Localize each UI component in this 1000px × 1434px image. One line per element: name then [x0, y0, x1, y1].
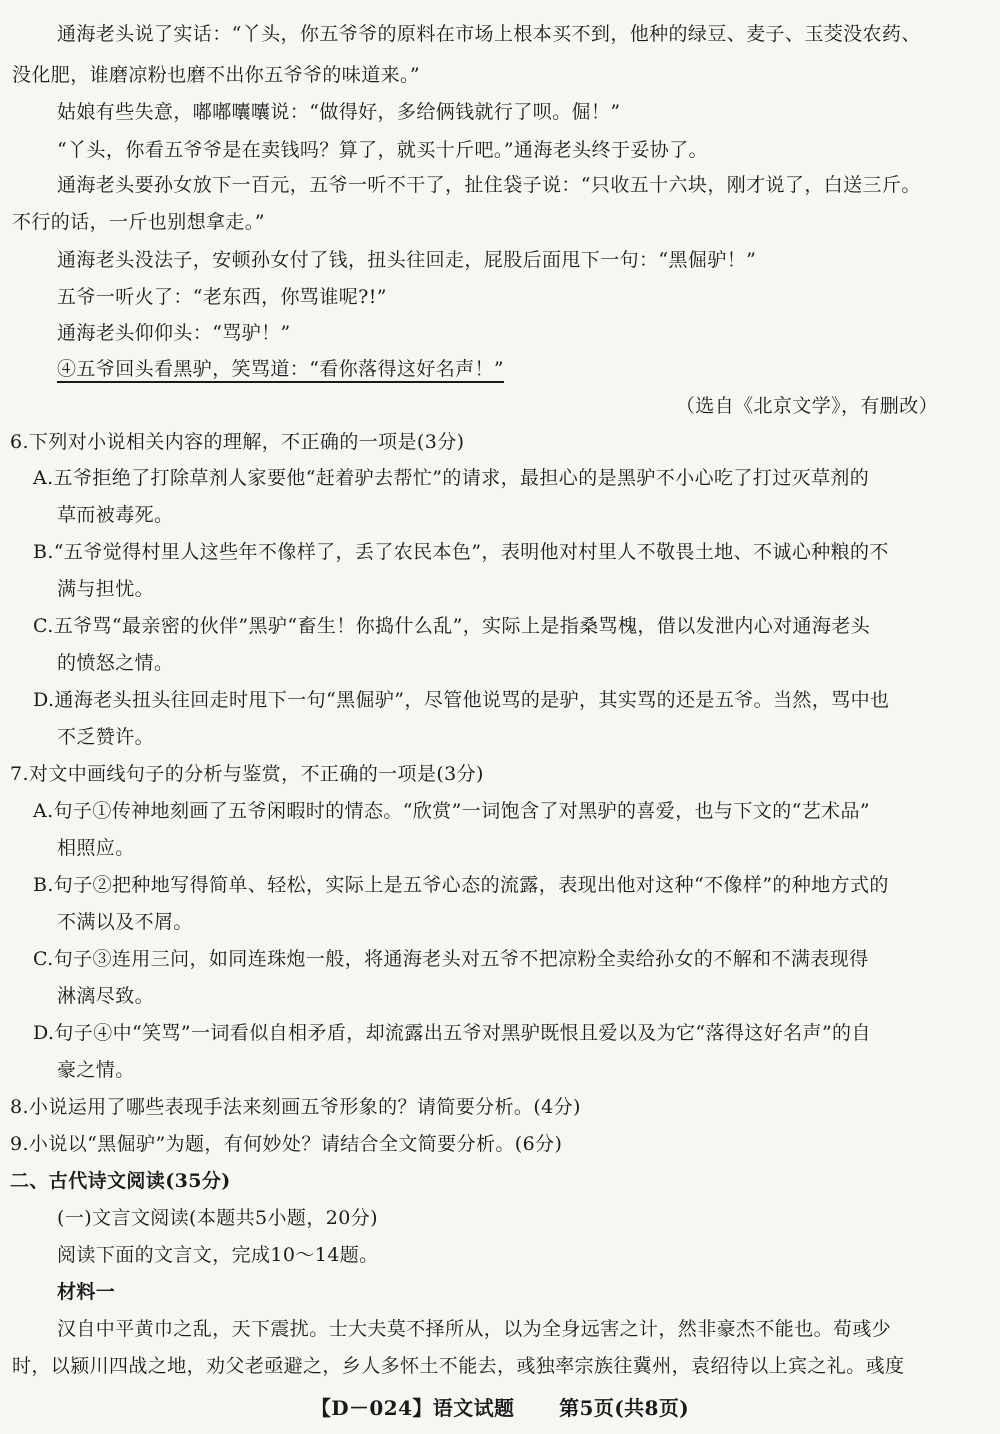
question-6-option-b: B.“五爷觉得村里人这些年不像样了，丢了农民本色”，表明他对村里人不敬畏土地、不诚心种粮的不 — [33, 541, 889, 563]
page-number: 第5页(共8页) — [559, 1396, 690, 1420]
question-6-option-d: D.通海老头扭头往回走时甩下一句“黑倔驴”，尽管他说骂的是驴，其实骂的还是五爷。当然，骂中也 — [33, 689, 890, 711]
classical-text-line: 时，以颍川四战之地，劝父老亟避之，乡人多怀土不能去，彧独率宗族往冀州，袁绍待以上宾之礼。彧度 — [12, 1355, 905, 1377]
story-paragraph-line: 不行的话，一斤也别想拿走。” — [12, 211, 265, 233]
section-2-title: 二、古代诗文阅读(35分) — [10, 1170, 231, 1192]
story-paragraph: “丫头，你看五爷爷是在卖钱吗？算了，就买十斤吧。”通海老头终于妥协了。 — [57, 139, 708, 161]
question-7-option-a-cont: 相照应。 — [57, 837, 135, 859]
story-paragraph: 姑娘有些失意，嘟嘟囔囔说：“做得好，多给俩钱就行了呗。倔！” — [57, 101, 621, 123]
question-6-option-a: A.五爷拒绝了打除草剂人家要他“赶着驴去帮忙”的请求，最担心的是黑驴不小心吃了打过灭草剂的 — [33, 467, 870, 489]
question-8: 8.小说运用了哪些表现手法来刻画五爷形象的？请简要分析。(4分) — [10, 1096, 581, 1118]
question-7-option-c: C.句子③连用三问，如同连珠炮一般，将通海老头对五爷不把凉粉全卖给孙女的不解和不满表现得 — [33, 948, 869, 970]
question-7-option-b: B.句子②把种地写得简单、轻松，实际上是五爷心态的流露，表现出他对这种“不像样”的种地方式的 — [33, 874, 889, 896]
question-7-option-b-cont: 不满以及不屑。 — [57, 911, 193, 933]
source-citation: （选自《北京文学》，有删改） — [675, 395, 938, 417]
question-6-stem: 6.下列对小说相关内容的理解，不正确的一项是(3分) — [10, 431, 465, 453]
story-paragraph-line: 通海老头说了实话：“丫头，你五爷爷的原料在市场上根本买不到，他种的绿豆、麦子、玉茭没农药、 — [57, 23, 921, 45]
story-paragraph: 五爷一听火了：“老东西，你骂谁呢?!” — [57, 286, 387, 308]
story-paragraph-line: 没化肥，谁磨凉粉也磨不出你五爷爷的味道来。” — [12, 64, 421, 86]
story-paragraph-line: 通海老头要孙女放下一百元，五爷一听不干了，扯住袋子说：“只收五十六块，刚才说了，白送三斤。 — [57, 174, 921, 196]
question-6-option-d-cont: 不乏赞许。 — [57, 726, 155, 748]
underlined-text: ④五爷回头看黑驴，笑骂道：“看你落得这好名声！” — [57, 358, 504, 383]
question-7-option-d: D.句子④中“笑骂”一词看似自相矛盾，却流露出五爷对黑驴既恨且爱以及为它“落得这好名声”的自 — [33, 1022, 871, 1044]
question-7-option-a: A.句子①传神地刻画了五爷闲暇时的情态。“欣赏”一词饱含了对黑驴的喜爱，也与下文的“艺术品” — [33, 800, 871, 822]
underlined-sentence-4 — [57, 358, 504, 381]
section-2-instruction: 阅读下面的文言文，完成10～14题。 — [57, 1244, 379, 1266]
story-paragraph: 通海老头仰仰头：“骂驴！” — [57, 322, 291, 344]
question-6-option-c-cont: 的愤怒之情。 — [57, 652, 174, 674]
story-paragraph: 通海老头没法子，安顿孙女付了钱，扭头往回走，屁股后面甩下一句：“黑倔驴！” — [57, 249, 757, 271]
page-footer — [0, 1396, 1000, 1420]
question-9: 9.小说以“黑倔驴”为题，有何妙处？请结合全文简要分析。(6分) — [10, 1133, 563, 1155]
material-heading: 材料一 — [57, 1281, 116, 1303]
classical-text-line: 汉自中平黄巾之乱，天下震扰。士大夫莫不择所从，以为全身远害之计，然非豪杰不能也。荀彧少 — [57, 1318, 892, 1340]
question-7-option-c-cont: 淋漓尽致。 — [57, 985, 155, 1007]
question-6-option-b-cont: 满与担忧。 — [57, 578, 155, 600]
exam-code: 【D－024】语文试题 — [310, 1396, 515, 1420]
question-6-option-a-cont: 草而被毒死。 — [57, 504, 174, 526]
question-6-option-c: C.五爷骂“最亲密的伙伴”黑驴“畜生！你捣什么乱”，实际上是指桑骂槐，借以发泄内心对通海老头 — [33, 615, 871, 637]
question-7-option-d-cont: 豪之情。 — [57, 1059, 135, 1081]
section-2-subtitle: (一)文言文阅读(本题共5小题，20分) — [57, 1207, 378, 1229]
question-7-stem: 7.对文中画线句子的分析与鉴赏，不正确的一项是(3分) — [10, 763, 484, 785]
